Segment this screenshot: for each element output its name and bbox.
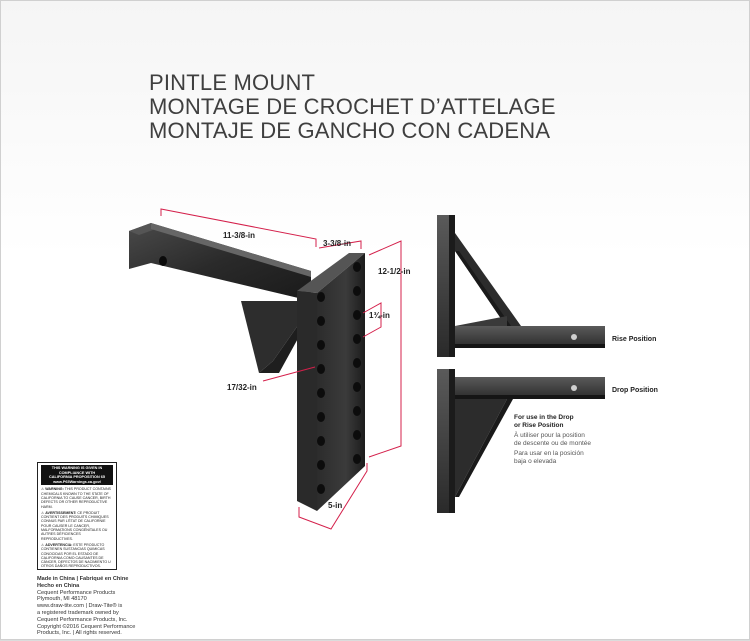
dim-height: 12-1/2-in (378, 267, 411, 276)
usage-note-es-2: baja o elevada (514, 458, 557, 465)
hecho-en: Hecho en China (37, 582, 80, 589)
usage-note-fr-2: de descente ou de montée (514, 440, 591, 447)
warning-fr (41, 511, 113, 541)
drop-hole (571, 385, 577, 391)
rise-position-view (437, 215, 605, 357)
mounting-plate (297, 253, 365, 511)
company-name: Cequent Performance Products (37, 589, 116, 596)
usage-note (514, 414, 624, 466)
warning-header (41, 465, 113, 485)
usage-note-en-1: For use in the Drop (514, 414, 574, 421)
copyright-line-1: Copyright ©2016 Cequent Performance (37, 623, 136, 630)
usage-note-en-2: or Rise Position (514, 422, 564, 429)
shank-tube (129, 223, 311, 301)
warning-es-text: ESTE PRODUCTO CONTIENEN SUSTANCIAS QUIMICAS CONOCIDAS POR EL ESTADO DE CALIFORNIA COMO CAUSANTES DE CÁNCER, DEFECTOS DE NACIMIENTO U OTROS DAÑOS REPRODUCTIVOS. (41, 542, 111, 569)
rise-hole (571, 334, 577, 340)
warning-icon: ⚠ (41, 542, 45, 547)
made-in: Made in China | Fabriqué en Chine (37, 576, 129, 582)
warning-es-label: ADVERTENCIA: (45, 542, 73, 547)
dim-plate-width: 5-in (328, 501, 343, 510)
dim-plate-top-width: 3-3/8-in (323, 239, 352, 248)
warning-header-1: THIS WARNING IS GIVEN IN (51, 466, 103, 470)
dim-hole-spacing: 1¾-in (369, 311, 390, 320)
website-line: www.draw-tite.com | Draw-Tite® is (37, 603, 123, 610)
shank-hole (159, 256, 167, 266)
warning-en (41, 487, 113, 508)
title-french: MONTAGE DE CROCHET D’ATTELAGE (149, 94, 556, 119)
title-english: PINTLE MOUNT (149, 70, 316, 95)
dim-length: 11-3/8-in (223, 231, 256, 240)
warning-en-text: THIS PRODUCT CONTAINS CHEMICALS KNOWN TO THE STATE OF CALIFORNIA TO CAUSE CANCER, BIRTH DEFECTS OR OTHER REPRODUCTIVE HARM. (41, 487, 111, 509)
warning-en-label: WARNING: (45, 487, 64, 492)
warning-header-4: www.P65Warnings.ca.gov/ (53, 479, 101, 484)
usage-note-es-1: Para usar en la posición (514, 450, 584, 457)
warning-icon: ⚠ (41, 487, 45, 492)
warning-es (41, 543, 113, 569)
trademark-line-2: Cequent Performance Products, Inc. (37, 616, 128, 623)
footer-info (37, 576, 147, 637)
drop-position-label: Drop Position (612, 387, 658, 394)
gusset-brace (241, 301, 301, 373)
rise-position-label: Rise Position (612, 336, 657, 343)
warning-header-3: CALIFORNIA PROPOSITION 65 (49, 475, 105, 480)
company-city: Plymouth, MI 48170 (37, 596, 87, 603)
warning-icon: ⚠ (41, 510, 45, 515)
copyright-line-2: Products, Inc. | All rights reserved. (37, 630, 122, 637)
usage-note-fr-1: À utiliser pour la position (514, 432, 585, 439)
prop65-warning-box (37, 462, 117, 570)
warning-fr-text: CE PRODUIT CONTIENT DES PRODUITS CHIMIQUES CONNUS PAR L'ÉTAT DE CALIFORNIE POUR CAUSER LE CANCER, MALFORMATIONS CONGÉNITALES OU AUTRES DÉFICIENCES REPRODUCTIVES. (41, 510, 109, 541)
title-spanish: MONTAJE DE GANCHO CON CADENA (149, 118, 551, 143)
dim-hole-diameter: 17/32-in (227, 383, 257, 392)
trademark-line-1: a registered trademark owned by (37, 609, 119, 616)
warning-fr-label: AVERTISSEMENT: (45, 510, 77, 515)
warning-header-2: COMPLIANCE WITH (58, 470, 96, 475)
